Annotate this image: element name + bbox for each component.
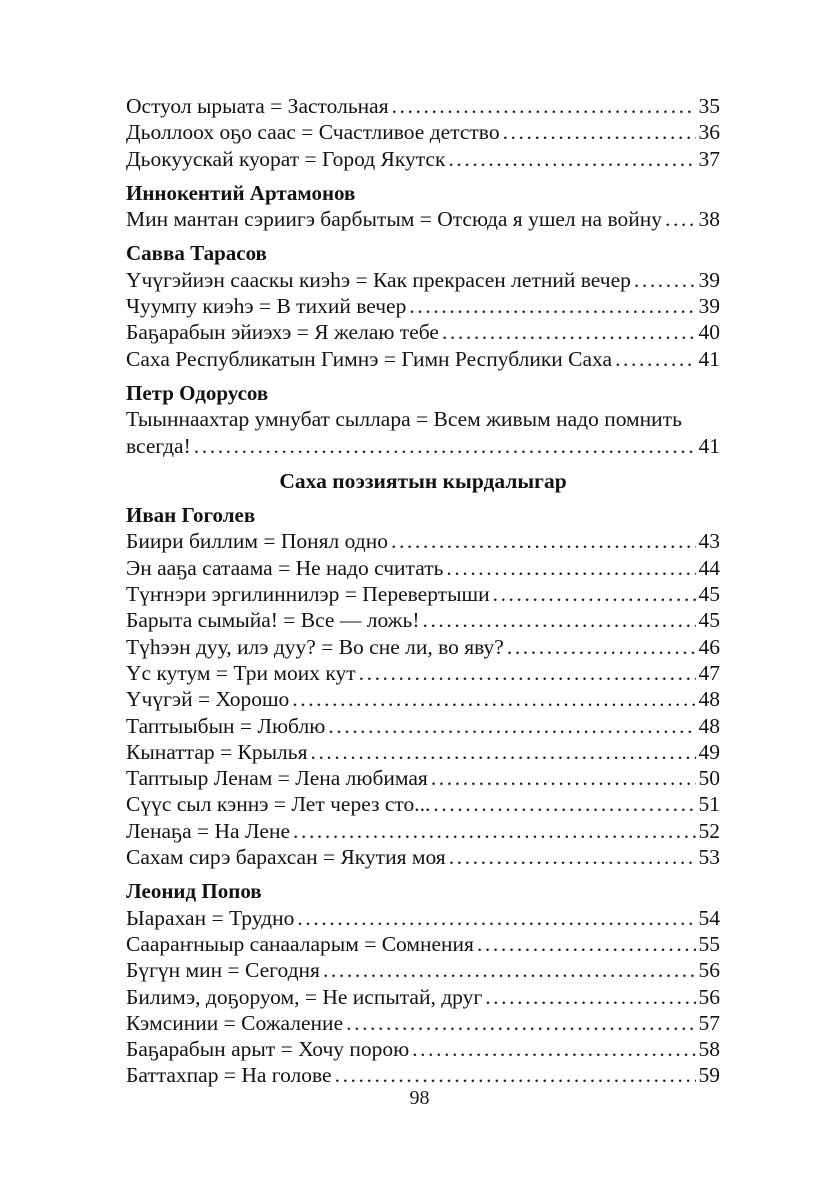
page-footer: [0, 1086, 839, 1110]
toc-entry: [126, 905, 720, 931]
toc-entry: [126, 984, 720, 1010]
toc-entry: [126, 931, 720, 957]
dot-leader: [409, 1036, 695, 1062]
toc-entry-page: 44: [698, 555, 720, 580]
toc-entry: [126, 1010, 720, 1036]
toc-entry-title: Түҥнэри эргилиннилэр = Перевертыши: [126, 582, 490, 607]
toc-entry-title: Таптыыбын = Люблю: [126, 713, 326, 738]
toc-entry: [126, 206, 720, 232]
toc-entry-page: 40: [698, 320, 720, 345]
author-heading: Петр Одорусов: [126, 380, 269, 405]
toc-entry-page: 48: [698, 713, 720, 738]
author-heading: Савва Тарасов: [126, 241, 267, 266]
toc-entry-page: 48: [698, 687, 720, 712]
toc-entry-page: 49: [698, 739, 720, 764]
toc-entry-page: 37: [698, 146, 720, 171]
dot-leader: [612, 346, 695, 372]
toc-entry: [126, 634, 720, 660]
toc-entry-page: 46: [698, 634, 720, 659]
toc-entry-title: Саараҥныыр санааларым = Сомнения: [126, 931, 474, 956]
author-heading: Иван Гоголев: [126, 503, 256, 528]
toc-entry: [126, 319, 720, 345]
toc-entry-title: Баттахпар = На голове: [126, 1063, 332, 1088]
toc-entry-title: Кэмсинии = Сожаление: [126, 1010, 344, 1035]
toc-entry-title: Чуумпу киэһэ = В тихий вечер: [126, 294, 407, 319]
toc-entry-title: Билимэ, доҕоруом, = Не испытай, друг: [126, 984, 483, 1009]
page-number: 98: [409, 1087, 430, 1109]
dot-leader: [307, 739, 695, 765]
toc-entry-title-line2: всегда!: [126, 433, 191, 458]
dot-leader: [332, 1062, 696, 1088]
toc-entry: [126, 765, 720, 791]
toc-entry: [126, 119, 720, 145]
dot-leader: [631, 267, 696, 293]
toc-entry: [126, 267, 720, 293]
toc-entry-title: Саха Республикатын Гимнэ = Гимн Республики Саха: [126, 346, 613, 371]
toc-entry: [126, 818, 720, 844]
toc-entry-title: Эн ааҕа сатаама = Не надо считать: [126, 555, 444, 580]
toc-entry: [126, 293, 720, 319]
toc-entry: [126, 713, 720, 739]
toc-entry-page: 45: [698, 582, 720, 607]
toc-entry-title: Таптыыр Ленам = Лена любимая: [126, 766, 428, 791]
toc-entry-title: Ленаҕа = На Лене: [126, 818, 290, 843]
toc-entry-title: Мин мантан сэриигэ барбытым = Отсюда я ушел на войну: [126, 207, 662, 232]
dot-leader: [490, 581, 696, 607]
toc-entry: [126, 346, 720, 372]
toc-entry-title: Ыарахан = Трудно: [126, 905, 295, 930]
toc-entry-title: Барыта сымыйа! = Все — ложь!: [126, 608, 420, 633]
toc-entry-page: 54: [698, 905, 720, 930]
toc-entry-page: 55: [698, 931, 720, 956]
dot-leader: [500, 119, 696, 145]
toc-entry-title: Үчүгэй = Хорошо: [126, 687, 290, 712]
toc-entry: [126, 555, 720, 581]
dot-leader: [343, 1010, 695, 1036]
toc-entry: [126, 1036, 720, 1062]
toc-entry-continuation: [126, 433, 720, 459]
dot-leader: [482, 984, 695, 1010]
toc-entry-page: 56: [698, 958, 720, 983]
toc-entry: [126, 528, 720, 554]
dot-leader: [446, 844, 696, 870]
dot-leader: [428, 765, 696, 791]
dot-leader: [443, 555, 695, 581]
dot-leader: [662, 206, 696, 232]
toc-entry-title: Сахам сирэ барахсан = Якутия моя: [126, 845, 446, 870]
toc-entry: [126, 660, 720, 686]
toc-entry-page: 39: [698, 267, 720, 292]
toc-entry-title: Биири биллим = Понял одно: [126, 529, 388, 554]
author-heading: Леонид Попов: [126, 879, 262, 904]
dot-leader: [439, 319, 696, 345]
dot-leader: [430, 791, 695, 817]
toc-entry-page: 47: [698, 660, 720, 685]
toc-entry: [126, 406, 720, 459]
toc-entry-page: 41: [698, 433, 720, 458]
toc-entry-page: 35: [698, 94, 720, 118]
toc-entry-page: 52: [698, 818, 720, 843]
toc-entry: [126, 844, 720, 870]
dot-leader: [406, 293, 695, 319]
dot-leader: [474, 931, 696, 957]
toc-entry-page: 41: [698, 346, 720, 371]
table-of-contents: [126, 93, 720, 1089]
toc-entry-page: 39: [698, 294, 720, 319]
toc-entry-title: Түһээн дуу, илэ дуу? = Во сне ли, во яву?: [126, 634, 504, 659]
toc-entry-page: 53: [698, 845, 720, 870]
toc-entry-title-line1: Тыыннаахтар умнубат сыллара = Всем живым надо помнить: [126, 407, 682, 432]
toc-entry-title: Баҕарабын эйиэхэ = Я желаю тебе: [126, 320, 439, 345]
toc-entry-page: 36: [698, 120, 720, 145]
toc-entry-title: Дьокуускай куорат = Город Якутск: [126, 146, 446, 171]
dot-leader: [294, 905, 695, 931]
toc-entry-title: Үс кутум = Три моих кут: [126, 660, 356, 685]
toc-entry: [126, 581, 720, 607]
toc-entry: [126, 791, 720, 817]
toc-entry-page: 50: [698, 766, 720, 791]
toc-entry: [126, 93, 720, 119]
dot-leader: [356, 660, 696, 686]
section-heading: Саха поэзиятын кырдалыгар: [279, 468, 567, 493]
toc-entry: [126, 739, 720, 765]
toc-entry: [126, 686, 720, 712]
toc-entry-title: Бүгүн мин = Сегодня: [126, 958, 320, 983]
dot-leader: [290, 818, 696, 844]
dot-leader: [389, 93, 696, 119]
toc-entry: [126, 957, 720, 983]
dot-leader: [320, 957, 696, 983]
dot-leader: [388, 528, 696, 554]
toc-entry: [126, 146, 720, 172]
toc-entry-page: 43: [698, 529, 720, 554]
dot-leader: [191, 433, 696, 459]
toc-entry-page: 38: [698, 207, 720, 232]
dot-leader: [419, 607, 695, 633]
author-heading: Иннокентий Артамонов: [126, 180, 356, 205]
toc-entry: [126, 1062, 720, 1088]
toc-entry-page: 59: [698, 1063, 720, 1088]
dot-leader: [504, 634, 696, 660]
dot-leader: [289, 686, 695, 712]
toc-entry-title: Баҕарабын арыт = Хочу порою: [126, 1037, 410, 1062]
toc-entry-title: Дьоллоох оҕо саас = Счастливое детство: [126, 120, 500, 145]
toc-entry-page: 45: [698, 608, 720, 633]
toc-entry-page: 56: [698, 984, 720, 1009]
toc-entry: [126, 607, 720, 633]
dot-leader: [325, 713, 695, 739]
toc-entry-title: Остуол ырыата = Застольная: [126, 94, 389, 118]
toc-entry-title: Кынаттар = Крылья: [126, 739, 308, 764]
toc-entry-page: 51: [698, 792, 720, 817]
toc-entry-title: Сүүс сыл кэннэ = Лет через сто...: [126, 792, 431, 817]
dot-leader: [445, 146, 695, 172]
toc-entry-page: 58: [698, 1037, 720, 1062]
toc-entry-page: 57: [698, 1010, 720, 1035]
toc-entry-title: Үчүгэйиэн сааскы киэһэ = Как прекрасен летний вечер: [126, 267, 631, 292]
